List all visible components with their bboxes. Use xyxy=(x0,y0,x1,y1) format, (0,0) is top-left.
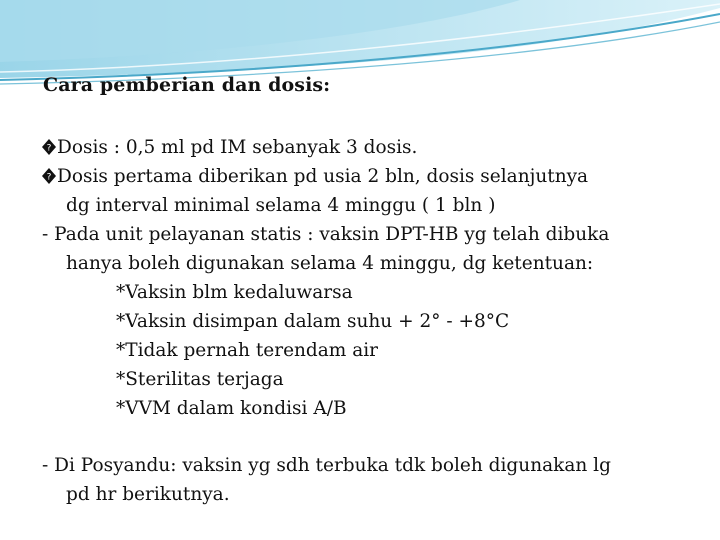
condition-item: *Sterilitas terjaga xyxy=(116,369,284,390)
condition-item: *VVM dalam kondisi A/B xyxy=(116,398,347,419)
bullet-line-continuation: dg interval minimal selama 4 minggu ( 1 bln ) xyxy=(66,195,496,216)
spacer xyxy=(42,423,712,451)
bullet-line: ? Dosis pertama diberikan pd usia 2 bln, dosis selanjutnya xyxy=(42,162,712,191)
condition-item: *Tidak pernah terendam air xyxy=(116,340,379,361)
dash-line: - Pada unit pelayanan statis : vaksin DPT-HB yg telah dibuka xyxy=(42,224,610,245)
bullet-line: ? Dosis : 0,5 ml pd IM sebanyak 3 dosis. xyxy=(42,133,712,162)
condition-item: *Vaksin blm kedaluwarsa xyxy=(116,282,353,303)
dash-line: - Di Posyandu: vaksin yg sdh terbuka tdk boleh digunakan lg xyxy=(42,455,611,476)
slide-body xyxy=(42,133,712,509)
missing-glyph-icon xyxy=(42,139,56,155)
svg-text:?: ? xyxy=(46,143,52,154)
missing-glyph-icon xyxy=(42,168,56,184)
condition-item: *Vaksin disimpan dalam suhu + 2° - +8°C xyxy=(116,311,510,332)
dash-line-continuation: hanya boleh digunakan selama 4 minggu, dg ketentuan: xyxy=(66,253,594,274)
slide-title: Cara pemberian dan dosis: xyxy=(43,74,331,96)
dash-line-continuation: pd hr berikutnya. xyxy=(66,484,230,505)
svg-text:?: ? xyxy=(46,172,52,183)
